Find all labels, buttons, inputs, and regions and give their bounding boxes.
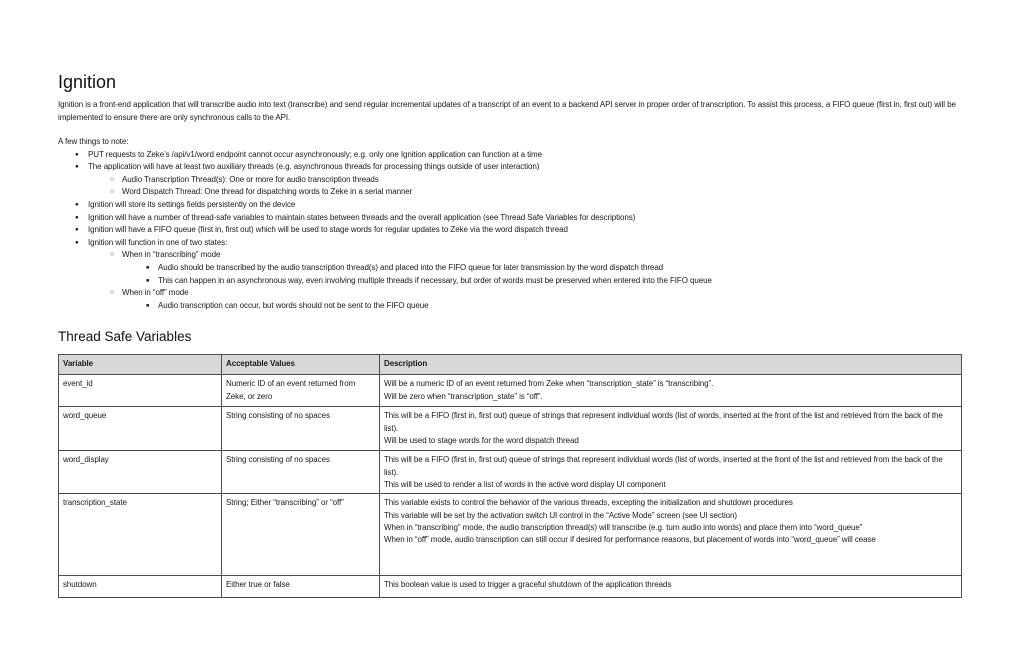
cell-variable: transcription_state (59, 494, 222, 576)
list-item-text: When in “off” mode (122, 288, 189, 298)
list-item (58, 199, 964, 212)
section-heading: Thread Safe Variables (58, 329, 192, 345)
bullet-disc-icon: ● (75, 238, 79, 246)
list-item-text: This can happen in an asynchronous way, even involving multiple threads if necessary, but order of words must be preserved when entered into the FIFO queue (158, 275, 712, 285)
list-item-text: Ignition will have a FIFO queue (first in, first out) which will be used to stage words for regular updates to Zeke via the word dispatch thread (88, 225, 568, 235)
bullet-circle-icon: ○ (110, 188, 115, 196)
bullet-circle-icon: ○ (110, 175, 115, 183)
cell-description (380, 407, 962, 451)
list-item (58, 287, 964, 300)
list-item-text: Word Dispatch Thread: One thread for dispatching words to Zeke in a serial manner (122, 187, 413, 197)
list-item-text: Ignition will function in one of two states: (88, 237, 228, 247)
description-line: When in “off” mode, audio transcription can still occur if desired for performance reasons, but placement of words into “word_queue” will cease (384, 535, 876, 545)
cell-description (380, 451, 962, 494)
cell-acceptable-values: String consisting of no spaces (222, 451, 380, 494)
table-row (59, 375, 962, 407)
document-content (58, 72, 964, 598)
list-item (58, 249, 964, 262)
bullet-circle-icon: ○ (110, 289, 115, 297)
list-item (58, 224, 964, 237)
column-header-description: Description (380, 355, 962, 375)
list-item-text: The application will have at least two auxiliary threads (e.g. asynchronous threads for processing things outside of user interaction) (88, 162, 540, 172)
list-item (58, 262, 964, 275)
list-item (58, 149, 964, 162)
notes-list (58, 149, 964, 313)
bullet-disc-icon: ● (75, 200, 79, 208)
table-header-row (59, 355, 962, 375)
page-title: Ignition (58, 72, 117, 92)
cell-description (380, 375, 962, 407)
list-item (58, 237, 964, 250)
list-item-text: Audio should be transcribed by the audio transcription thread(s) and placed into the FIFO queue for later transmission by the word dispatch thread (158, 262, 664, 272)
table-row (59, 494, 962, 576)
table-row (59, 407, 962, 451)
bullet-square-icon: ■ (146, 264, 150, 271)
description-line: This will be used to render a list of words in the active word display UI component (384, 479, 666, 489)
description-line: This variable will be set by the activation switch UI control in the “Active Mode” screen (see UI section) (384, 510, 738, 520)
description-line: This will be a FIFO (first in, first out) queue of strings that represent individual words (list of words, inserted at the front of the list and retrieved from the back of the list). (384, 455, 943, 477)
table-row (59, 576, 962, 598)
cell-variable: event_id (59, 375, 222, 407)
list-item (58, 275, 964, 288)
description-line: Will be a numeric ID of an event returned from Zeke when “transcription_state” is “transcribing”. (384, 379, 714, 389)
cell-variable: shutdown (59, 576, 222, 598)
cell-description (380, 494, 962, 576)
list-item (58, 212, 964, 225)
cell-acceptable-values: String; Either “transcribing” or “off” (222, 494, 380, 576)
table-row (59, 451, 962, 494)
list-item (58, 186, 964, 199)
intro-paragraph: Ignition is a front-end application that will transcribe audio into text (transcribe) and send regular incremental updates of a transcript of an event to a backend API server in proper order of transcription. To assist this process, a FIFO queue (first in, first out) will be implemented to ensure there are only synchronous calls to the API. (58, 100, 956, 122)
bullet-disc-icon: ● (75, 163, 79, 171)
list-item-text: PUT requests to Zeke’s /api/v1/word endpoint cannot occur asynchronously; e.g. only one Ignition application can function at a time (88, 149, 542, 159)
bullet-disc-icon: ● (75, 150, 79, 158)
bullet-disc-icon: ● (75, 213, 79, 221)
list-item-text: Audio Transcription Thread(s): One or more for audio transcription threads (122, 174, 379, 184)
bullet-circle-icon: ○ (110, 251, 115, 259)
description-line: This boolean value is used to trigger a graceful shutdown of the application threads (384, 580, 672, 590)
list-item-text: Audio transcription can occur, but words should not be sent to the FIFO queue (158, 300, 429, 310)
bullet-disc-icon: ● (75, 226, 79, 234)
bullet-square-icon: ■ (146, 277, 150, 284)
description-line: Will be used to stage words for the word dispatch thread (384, 435, 579, 445)
thread-safe-variables-table (58, 354, 962, 598)
column-header-variable: Variable (59, 355, 222, 375)
description-line: This variable exists to control the behavior of the various threads, excepting the initialization and shutdown procedures (384, 498, 793, 508)
cell-variable: word_display (59, 451, 222, 494)
description-line: When in “transcribing” mode, the audio transcription thread(s) will transcribe (e.g. turn audio into words) and place them into “word_queue” (384, 522, 863, 532)
list-item (58, 161, 964, 174)
list-item-text: When in “transcribing” mode (122, 250, 221, 260)
list-item-text: Ignition will store its settings fields persistently on the device (88, 199, 296, 209)
notes-lead: A few things to note: (58, 137, 129, 146)
description-line: This will be a FIFO (first in, first out) queue of strings that represent individual words (list of words, inserted at the front of the list and retrieved from the back of the list). (384, 411, 943, 433)
bullet-square-icon: ■ (146, 302, 150, 309)
list-item (58, 174, 964, 187)
description-line: Will be zero when “transcription_state” is “off”. (384, 391, 543, 401)
column-header-acceptable-values: Acceptable Values (222, 355, 380, 375)
cell-variable: word_queue (59, 407, 222, 451)
cell-acceptable-values: String consisting of no spaces (222, 407, 380, 451)
list-item (58, 300, 964, 313)
cell-description (380, 576, 962, 598)
list-item-text: Ignition will have a number of thread-safe variables to maintain states between threads and the overall application (see Thread Safe Variables for descriptions) (88, 212, 636, 222)
cell-acceptable-values: Either true or false (222, 576, 380, 598)
cell-acceptable-values: Numeric ID of an event returned from Zeke, or zero (222, 375, 380, 407)
